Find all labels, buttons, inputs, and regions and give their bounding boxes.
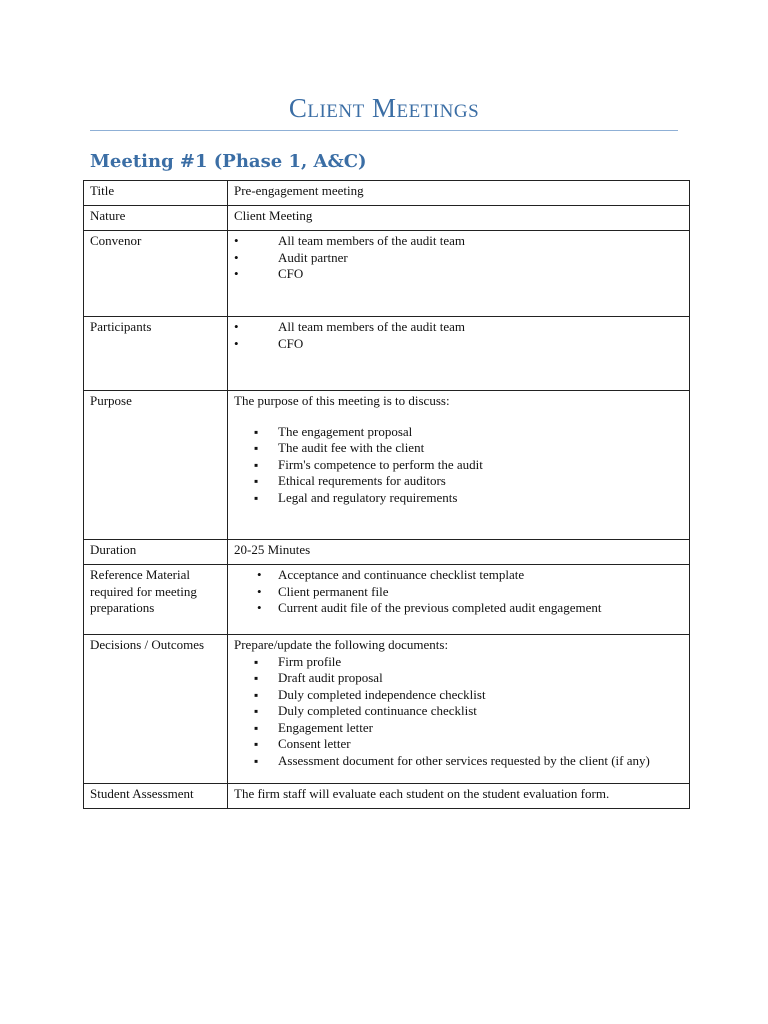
row-value [228,231,690,317]
spacer [234,410,683,424]
row-label: Convenor [84,231,228,317]
row-value [228,317,690,391]
list-item: ▪ Consent letter [234,736,683,753]
row-decisions [84,635,690,784]
row-value [228,635,690,784]
list-item: • Audit partner [234,250,683,267]
row-reference-material [84,565,690,635]
list-item: ▪ Legal and regulatory requirements [234,490,683,507]
list-item: ▪ Draft audit proposal [234,670,683,687]
list-item: • Current audit file of the previous completed audit engagement [234,600,683,617]
row-value [228,565,690,635]
row-label: Student Assessment [84,784,228,809]
row-value: Client Meeting [228,206,690,231]
decisions-list [234,654,683,770]
reference-list [234,567,683,617]
page-title: Client Meetings [288,93,480,123]
row-label: Duration [84,540,228,565]
row-convenor [84,231,690,317]
list-item: ▪ Duly completed independence checklist [234,687,683,704]
row-student-assessment [84,784,690,809]
list-item: • Acceptance and continuance checklist template [234,567,683,584]
list-item: • CFO [234,266,683,283]
list-item: ▪ Assessment document for other services requested by the client (if any) [234,753,683,770]
row-purpose [84,391,690,540]
decisions-intro: Prepare/update the following documents: [234,637,449,652]
list-item: ▪ The audit fee with the client [234,440,683,457]
row-label: Participants [84,317,228,391]
participants-list [234,319,683,352]
row-title [84,181,690,206]
row-nature [84,206,690,231]
section-heading: Meeting #1 (Phase 1, A&C) [90,151,367,172]
row-label: Title [84,181,228,206]
list-item: ▪ Ethical requrements for auditors [234,473,683,490]
list-item: ▪ Engagement letter [234,720,683,737]
list-item: • Client permanent file [234,584,683,601]
meeting-table [83,180,690,809]
purpose-intro: The purpose of this meeting is to discuss: [234,393,450,408]
convenor-list [234,233,683,283]
list-item: • All team members of the audit team [234,233,683,250]
row-label: Nature [84,206,228,231]
row-label: Reference Material required for meeting preparations [84,565,228,635]
row-value: 20-25 Minutes [228,540,690,565]
row-value: Pre-engagement meeting [228,181,690,206]
row-label: Purpose [84,391,228,540]
row-participants [84,317,690,391]
row-duration [84,540,690,565]
list-item: ▪ The engagement proposal [234,424,683,441]
row-value [228,391,690,540]
list-item: • All team members of the audit team [234,319,683,336]
title-divider [90,130,678,131]
purpose-list [234,424,683,507]
row-value: The firm staff will evaluate each student on the student evaluation form. [228,784,690,809]
row-label: Decisions / Outcomes [84,635,228,784]
list-item: ▪ Firm's competence to perform the audit [234,457,683,474]
list-item: ▪ Duly completed continuance checklist [234,703,683,720]
list-item: ▪ Firm profile [234,654,683,671]
list-item: • CFO [234,336,683,353]
